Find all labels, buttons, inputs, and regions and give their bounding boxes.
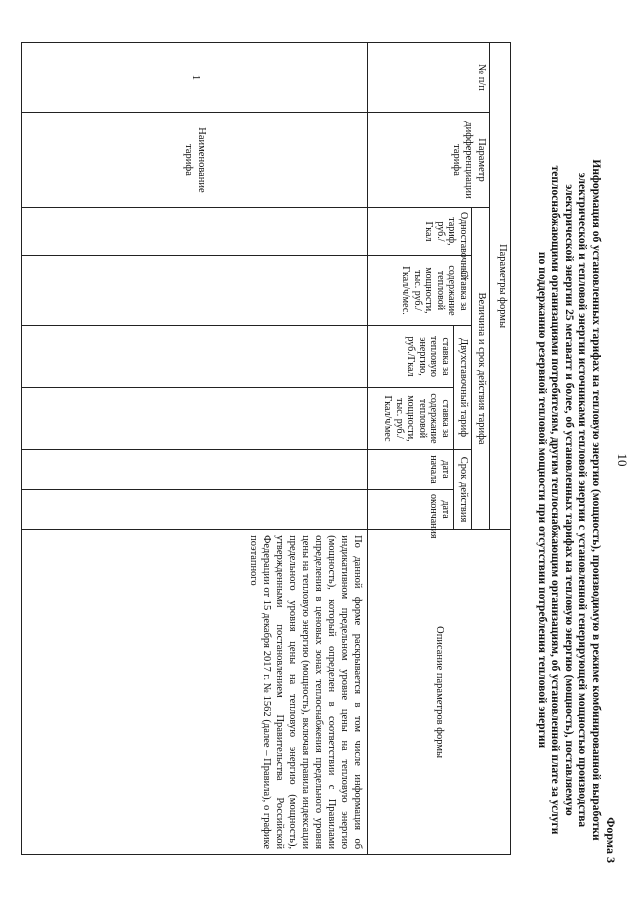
page-number: 10	[615, 453, 630, 467]
col-start-date-header: дата начала	[368, 450, 454, 490]
params-header: Параметры формы	[490, 43, 511, 530]
col-param-header: Параметр дифференциации тарифа	[368, 113, 490, 208]
heading-line: Информация об установленных тарифах на тепловую энергию (мощность), производимую в режиме комбинированной выработки	[590, 159, 602, 841]
cell-one-rate	[22, 208, 368, 256]
col-two-energy-header: ставка за тепловую энергию, руб./Гкал	[368, 326, 454, 388]
col-one-rate-header: Одноставочный тариф, руб./Гкал	[368, 208, 472, 256]
description-header: Описание параметров формы	[368, 530, 511, 855]
heading-line: по поддержанию резервной тепловой мощности при отсутствии потребления тепловой энергии	[535, 251, 548, 749]
form-label: Форма 3	[604, 817, 618, 863]
cell-end-date	[22, 490, 368, 530]
cell-two-power	[22, 388, 368, 450]
description-text: По данной форме раскрывается в том числе информация об индикативном предельном уровне цены на тепловую энергию (мощность), который определен в соответствии с Правилами определения в ценовых зонах теплоснабжения предельного уровня цены на тепловую энергию (мощность), включая правила индексации предельного уровня цены на тепловую энергию (мощность), утвержденными постановлением Правительства Российской Федерации от 15 декабря 2017 г. № 1562 (далее – Правила), о графике поэтапного	[22, 530, 368, 855]
heading-line: электрической и тепловой энергии источниками тепловой энергии с установленной генерирующей мощностью производства	[576, 172, 589, 828]
col-two-power-header: ставка за содержание тепловой мощности, тыс. руб./Гкал/ч/мес	[368, 388, 454, 450]
col-two-rate-header: Двухставочный тариф	[454, 326, 472, 450]
cell-maint-rate	[22, 256, 368, 326]
document-heading	[534, 120, 602, 880]
cell-start-date	[22, 450, 368, 490]
col-end-date-header: дата окончания	[368, 490, 454, 530]
col-value-group-header: Величина и срок действия тарифа	[472, 208, 490, 530]
cell-two-energy	[22, 326, 368, 388]
heading-line: теплоснабжающими организациями потребителям, другим теплоснабжающим организациям, об установленной плате за услуги	[549, 165, 562, 835]
col-maint-rate-header: Ставка за содержание тепловой мощности, тыс. руб./Гкал/ч/мес.	[368, 256, 472, 326]
col-number-header: № п/п	[368, 43, 490, 113]
row-param: Наименование тарифа	[22, 113, 368, 208]
col-period-header: Срок действия	[454, 450, 472, 530]
heading-line: электрической энергии 25 мегаватт и более, об установленных тарифах на тепловую энергию (мощность), поставляемую	[562, 184, 575, 816]
tariff-table	[21, 42, 511, 855]
row-number: 1	[22, 43, 368, 113]
